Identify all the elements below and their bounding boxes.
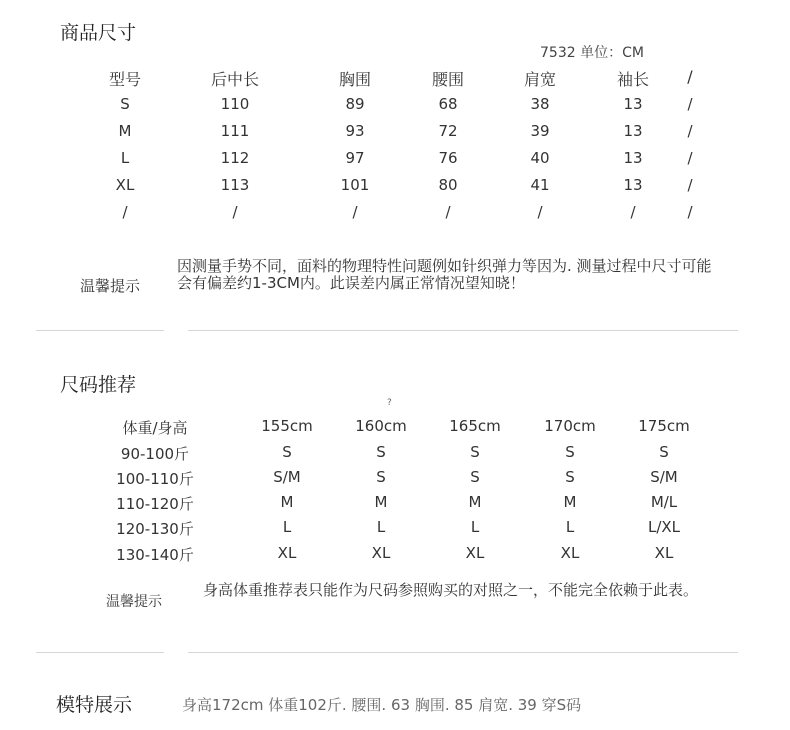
recommend-table-cell: M/L [650, 493, 678, 511]
size-table-cell: 113 [220, 176, 250, 194]
size-table-cell: 80 [438, 176, 458, 194]
size-section-title: 商品尺寸 [60, 22, 137, 44]
recommend-table-cell: S [470, 443, 480, 461]
size-table-cell: S [120, 95, 130, 113]
divider-left-2 [36, 652, 164, 653]
size-table-cell: 13 [623, 149, 643, 167]
size-table-cell: / [122, 203, 128, 221]
recommend-table-cell: 130-140斤 [116, 546, 194, 564]
size-header-cell: 后中长 [210, 70, 259, 89]
size-table-cell: 97 [345, 149, 365, 167]
size-table-cell: 110 [220, 95, 250, 113]
recommend-table-cell: S [376, 443, 386, 461]
recommend-table-cell: XL [277, 544, 297, 562]
recommend-tip-text: 身高体重推荐表只能作为尺码参照购买的对照之一，不能完全依赖于此表。 [203, 581, 699, 599]
size-table-cell: 89 [345, 95, 365, 113]
size-table-cell: / [687, 149, 693, 167]
recommend-table-cell: XL [465, 544, 485, 562]
recommend-table-cell: L/XL [647, 518, 681, 536]
size-table-cell: / [352, 203, 358, 221]
recommend-table-cell: 110-120斤 [116, 495, 194, 513]
size-table-cell: L [120, 149, 130, 167]
recommend-table-cell: M [468, 493, 482, 511]
recommend-header-cell: 170cm [544, 417, 596, 435]
size-table-cell: 112 [220, 149, 250, 167]
recommend-table-cell: S [282, 443, 292, 461]
recommend-table-cell: S [565, 468, 575, 486]
size-table-cell: 111 [220, 122, 250, 140]
recommend-header-cell: 155cm [261, 417, 313, 435]
model-info-text: 身高172cm 体重102斤. 腰围. 63 胸围. 85 肩宽. 39 穿S码 [182, 696, 582, 714]
size-table-cell: 93 [345, 122, 365, 140]
size-table-cell: 101 [340, 176, 370, 194]
size-table-cell: 41 [530, 176, 550, 194]
size-table-cell: XL [115, 176, 135, 194]
size-tip-text: 因测量手势不同，面料的物理特性问题例如针织弹力等因为. 测量过程中尺寸可能会有偏差约1-3CM内。此误差内属正常情况望知晓！ [177, 257, 712, 292]
recommend-table-cell: S [376, 468, 386, 486]
divider-left-1 [36, 330, 164, 331]
recommend-table-cell: L [376, 518, 386, 536]
model-section-title: 模特展示 [56, 694, 133, 716]
recommend-table-cell: M [563, 493, 577, 511]
stray-mark: ? [387, 398, 392, 408]
size-table-cell: / [537, 203, 543, 221]
divider-right-1 [188, 330, 738, 331]
size-table-cell: M [118, 122, 132, 140]
size-header-cell: 袖长 [616, 70, 649, 89]
size-tip-label: 温馨提示 [80, 277, 141, 295]
size-table-cell: 76 [438, 149, 458, 167]
size-table-cell: / [630, 203, 636, 221]
size-table-cell: 38 [530, 95, 550, 113]
size-table-cell: 13 [623, 122, 643, 140]
size-table-cell: / [687, 122, 693, 140]
size-table-cell: 39 [530, 122, 550, 140]
unit-note: 7532 单位：CM [540, 45, 644, 61]
size-table-cell: 72 [438, 122, 458, 140]
recommend-table-cell: XL [560, 544, 580, 562]
size-header-cell: 胸围 [338, 70, 371, 89]
recommend-header-cell: 175cm [638, 417, 690, 435]
size-table-cell: 68 [438, 95, 458, 113]
size-table-cell: / [687, 95, 693, 113]
size-table-cell: / [687, 176, 693, 194]
divider-right-2 [188, 652, 738, 653]
size-table-cell: / [232, 203, 238, 221]
recommend-header-cell: 体重/身高 [122, 419, 188, 437]
recommend-table-cell: S [565, 443, 575, 461]
size-header-cell: 肩宽 [523, 70, 556, 89]
recommend-table-cell: S [470, 468, 480, 486]
size-header-cell: 腰围 [431, 70, 464, 89]
recommend-table-cell: S [659, 443, 669, 461]
size-table-cell: 13 [623, 176, 643, 194]
recommend-table-cell: S/M [650, 468, 678, 486]
recommend-header-cell: 165cm [449, 417, 501, 435]
recommend-table-cell: XL [371, 544, 391, 562]
size-table-cell: / [687, 203, 693, 221]
size-header-cell: 型号 [108, 70, 141, 89]
recommend-table-cell: L [282, 518, 292, 536]
size-header-cell: / [687, 67, 693, 86]
recommend-table-cell: L [470, 518, 480, 536]
recommend-header-cell: 160cm [355, 417, 407, 435]
recommend-table-cell: M [280, 493, 294, 511]
recommend-table-cell: M [374, 493, 388, 511]
size-table-cell: 13 [623, 95, 643, 113]
size-table-cell: 40 [530, 149, 550, 167]
recommend-section-title: 尺码推荐 [60, 374, 137, 396]
recommend-table-cell: L [565, 518, 575, 536]
recommend-table-cell: XL [654, 544, 674, 562]
size-table-cell: / [445, 203, 451, 221]
recommend-table-cell: S/M [273, 468, 301, 486]
recommend-table-cell: 120-130斤 [116, 520, 194, 538]
recommend-table-cell: 100-110斤 [116, 470, 194, 488]
recommend-table-cell: 90-100斤 [120, 445, 190, 463]
recommend-tip-label: 温馨提示 [106, 594, 162, 610]
